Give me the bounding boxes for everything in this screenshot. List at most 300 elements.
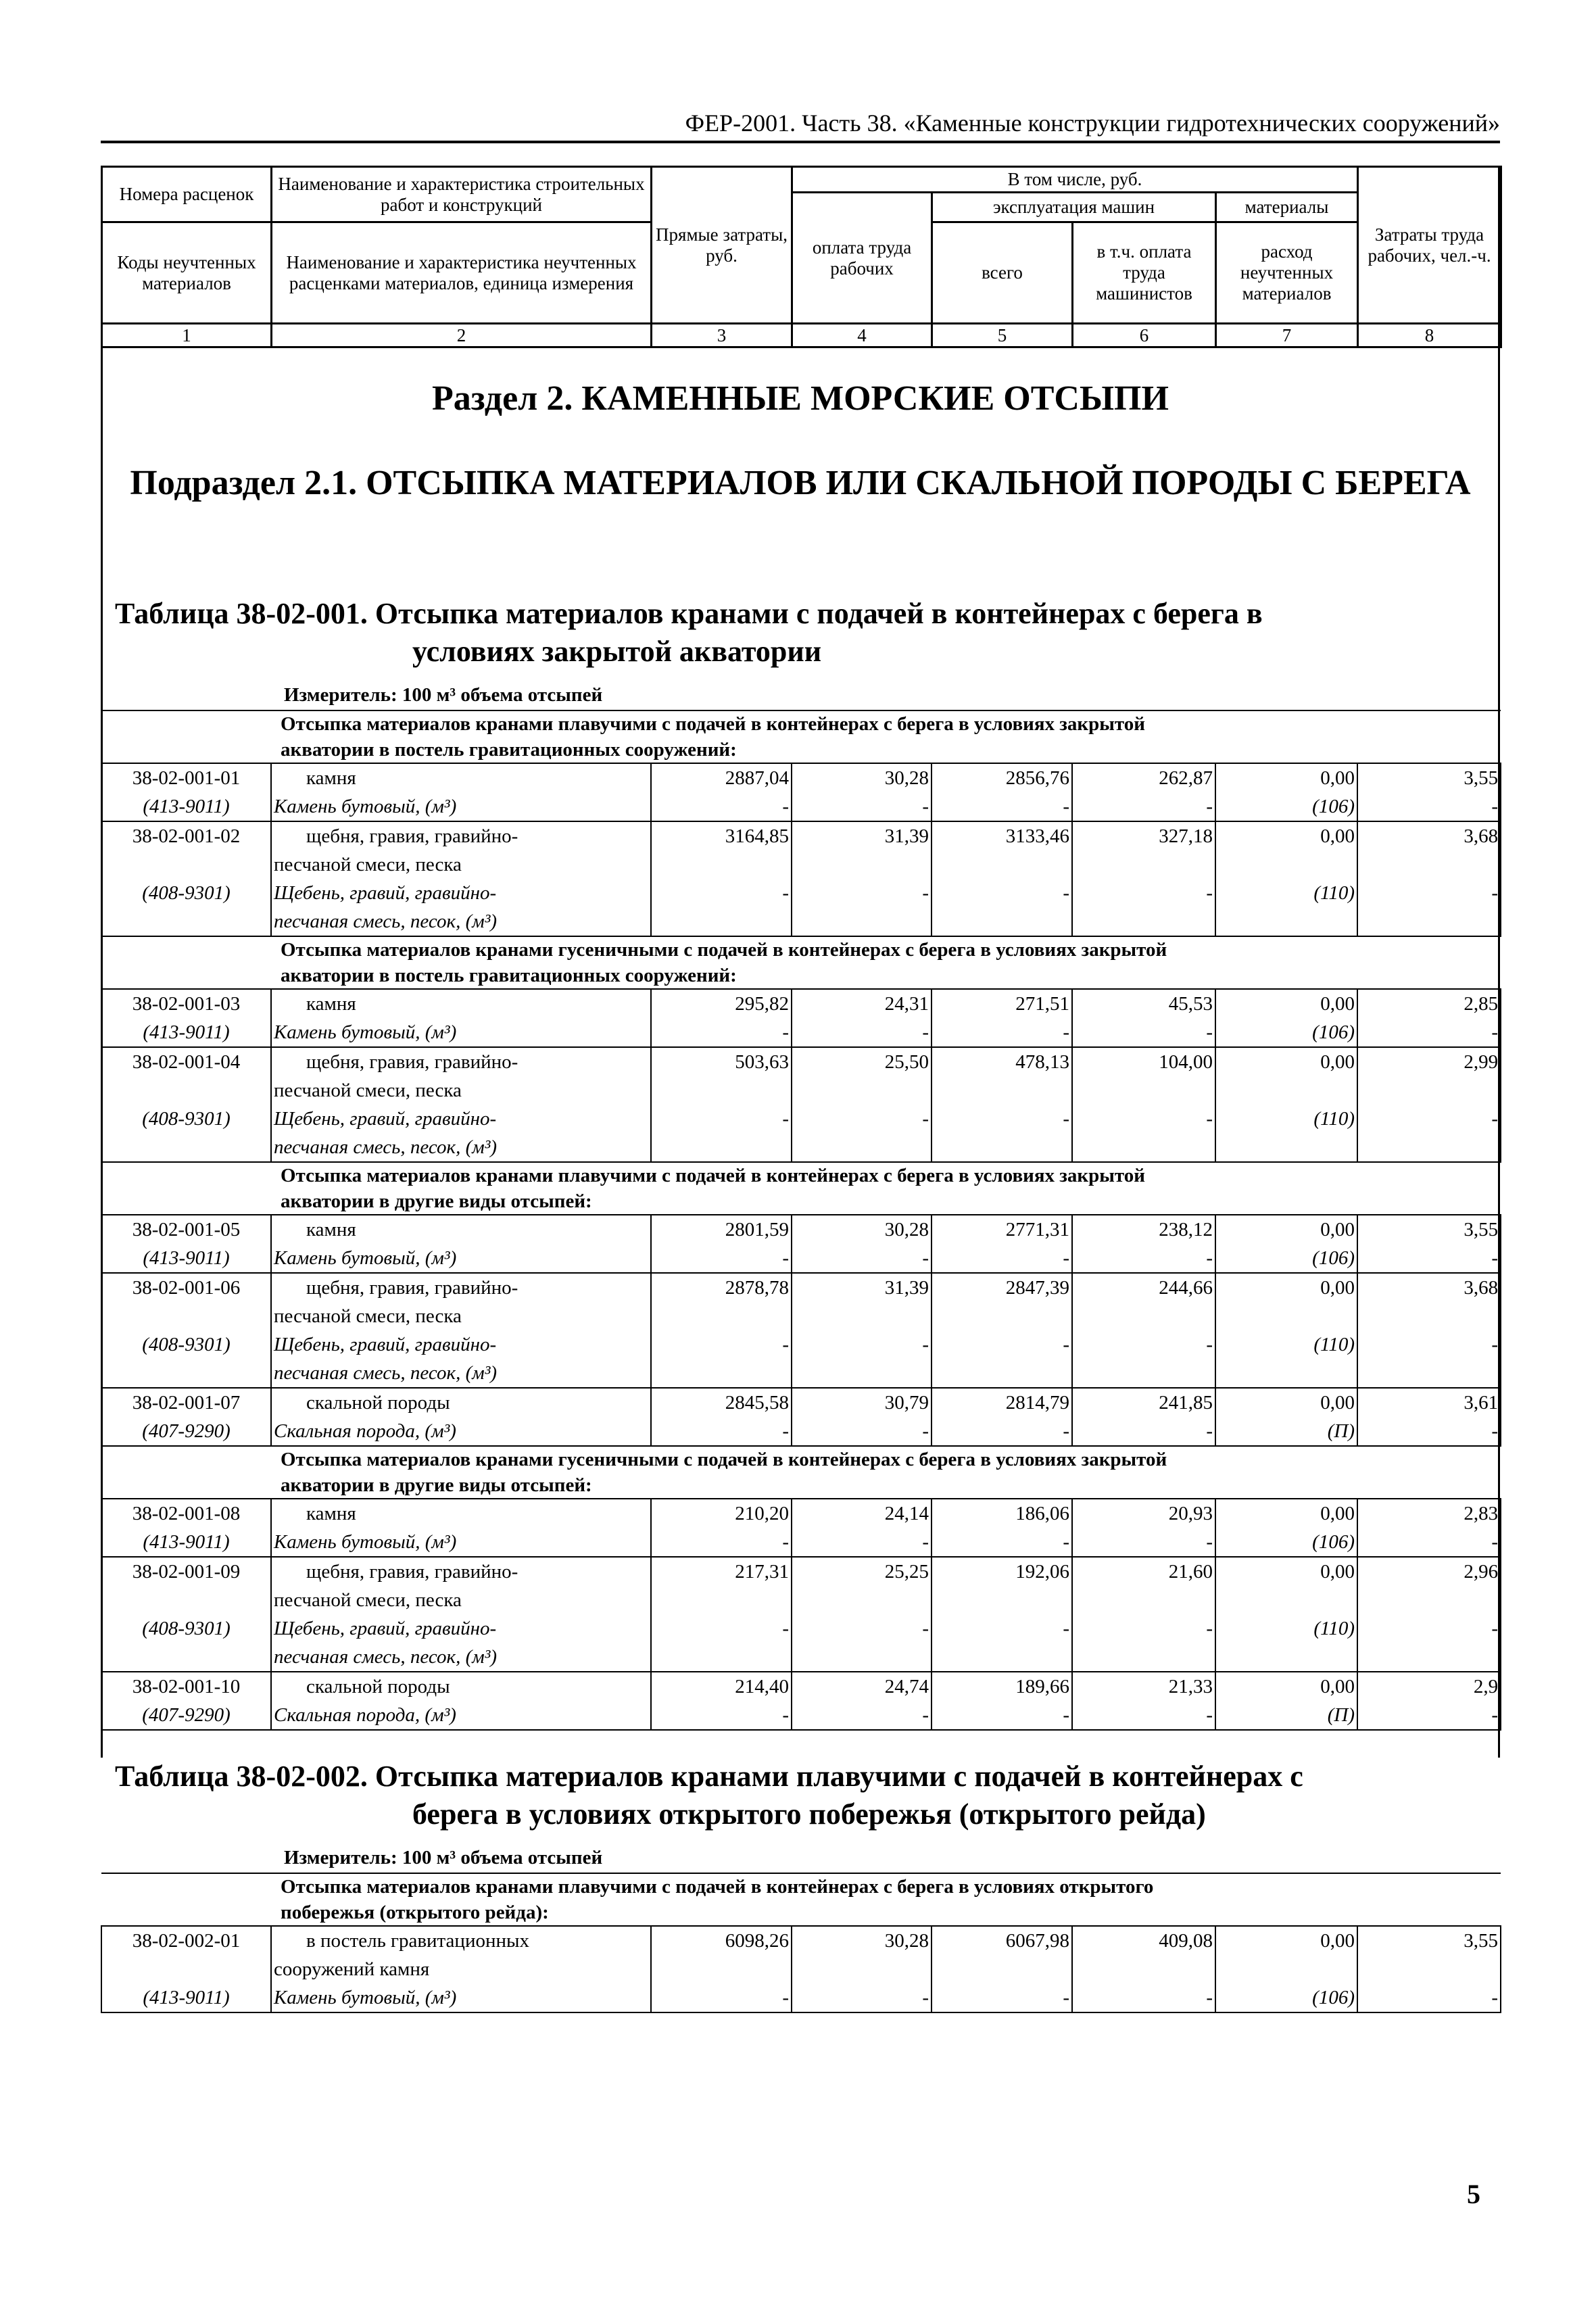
- material-code: (408-9301): [142, 882, 231, 904]
- material-value: -: [1063, 1420, 1069, 1442]
- work-name-line: песчаной смеси, песка: [274, 1080, 462, 1101]
- value: 189,66: [1015, 1676, 1069, 1697]
- value: 30,28: [884, 767, 929, 789]
- rates-table: [101, 1873, 1501, 2013]
- value-cell: [1357, 1499, 1501, 1557]
- blank-line: [794, 850, 929, 879]
- material-name-line: песчаная смесь, песок, (м³): [274, 1136, 498, 1158]
- value-cell: [1215, 821, 1357, 936]
- value-cell: [1072, 1047, 1215, 1162]
- value: 2,96: [1464, 1561, 1499, 1583]
- header-work-name: Наименование и характеристика строительных работ и конструкций: [272, 167, 652, 222]
- header-including: В том числе, руб.: [792, 167, 1358, 193]
- value: 271,51: [1015, 993, 1069, 1015]
- blank-line: [1218, 1133, 1355, 1161]
- value-cell: [1215, 1672, 1357, 1730]
- material-value: -: [922, 1247, 929, 1269]
- blank-line: [654, 907, 789, 936]
- material-value: -: [1491, 1334, 1499, 1355]
- value-cell: [1215, 1215, 1357, 1273]
- material-value: -: [1491, 1021, 1499, 1043]
- work-name-line: песчаной смеси, песка: [274, 1589, 462, 1611]
- col-number: 7: [1216, 324, 1358, 347]
- blank-line: [1218, 907, 1355, 936]
- blank-line: [1218, 1955, 1355, 1983]
- rate-code-cell: [101, 1672, 271, 1730]
- material-code: (413-9011): [143, 796, 230, 817]
- value-cell: [792, 821, 932, 936]
- header-rate-numbers: Номера расценок: [102, 167, 272, 222]
- group-heading-line: Отсыпка материалов кранами плавучими с подачей в контейнерах с берега в условиях закрытой: [281, 713, 1145, 735]
- header-material-codes: Коды неучтенных материалов: [102, 222, 272, 324]
- table-title: [115, 1758, 1494, 1833]
- value-cell: [651, 1557, 792, 1672]
- table-title-line: берега в условиях открытого побережья (открытого рейда): [412, 1798, 1206, 1831]
- value-cell: [932, 1047, 1072, 1162]
- header-material-use: расход неучтенных материалов: [1216, 222, 1358, 324]
- blank-line: [1360, 1643, 1498, 1671]
- name-cell: [271, 821, 651, 936]
- value: 0,00: [1320, 1676, 1355, 1697]
- header-labor-hours: Затраты труда рабочих, чел.-ч.: [1358, 167, 1501, 324]
- material-value: -: [1491, 1108, 1499, 1130]
- blank-line: [794, 1643, 929, 1671]
- value-cell: [1215, 1926, 1357, 2012]
- material-value: -: [922, 1334, 929, 1355]
- value: 2771,31: [1005, 1219, 1069, 1240]
- blank-line: [934, 907, 1069, 936]
- blank-line: [1360, 1076, 1498, 1105]
- value-cell: [651, 1926, 792, 2012]
- value-cell: [792, 1672, 932, 1730]
- blank-line: [1360, 850, 1498, 879]
- material-value: -: [1063, 1334, 1069, 1355]
- material-name-line: Камень бутовый, (м³): [274, 796, 457, 817]
- table-title-line: Таблица 38-02-001. Отсыпка материалов кранами с подачей в контейнерах с берега в: [115, 597, 1263, 630]
- material-code: (407-9290): [142, 1420, 231, 1442]
- material-name-line: Щебень, гравий, гравийно-: [274, 1108, 497, 1130]
- value-cell: [932, 989, 1072, 1047]
- work-name-line: щебня, гравия, гравийно-: [306, 1561, 518, 1583]
- value: 3,68: [1464, 825, 1499, 847]
- group-heading-line: Отсыпка материалов кранами плавучими с подачей в контейнерах с берега в условиях открытого: [281, 1876, 1154, 1898]
- blank-line: [1360, 1586, 1498, 1614]
- value: 217,31: [735, 1561, 789, 1583]
- value-cell: [1215, 989, 1357, 1047]
- group-heading-line: Отсыпка материалов кранами гусеничными с подачей в контейнерах с берега в условиях закрытой: [281, 1449, 1167, 1470]
- value-cell: [932, 763, 1072, 821]
- material-value: -: [1491, 1987, 1499, 2008]
- value-cell: [1215, 763, 1357, 821]
- blank-line: [1075, 1643, 1213, 1671]
- blank-line: [794, 1133, 929, 1161]
- value-cell: [932, 821, 1072, 936]
- value: 2845,58: [725, 1392, 789, 1414]
- work-name-line: щебня, гравия, гравийно-: [306, 825, 518, 847]
- blank-line: [102, 1586, 270, 1614]
- blank-line: [1218, 1643, 1355, 1671]
- rate-code: 38-02-001-05: [132, 1219, 241, 1240]
- blank-line: [1075, 1302, 1213, 1330]
- value: 45,53: [1168, 993, 1213, 1015]
- value: 104,00: [1159, 1051, 1213, 1073]
- value-cell: [932, 1388, 1072, 1446]
- blank-line: [1075, 907, 1213, 936]
- value: 3,55: [1464, 1930, 1499, 1952]
- value: 2,9: [1473, 1676, 1499, 1697]
- rate-code-cell: [101, 1557, 271, 1672]
- value-cell: [651, 1499, 792, 1557]
- rate-code-cell: [101, 989, 271, 1047]
- material-name-line: Камень бутовый, (м³): [274, 1247, 457, 1269]
- material-value: -: [922, 882, 929, 904]
- material-value: (110): [1313, 1334, 1355, 1355]
- material-value: -: [1206, 1247, 1213, 1269]
- measure-unit: Измеритель: 100 м³ объема отсыпей: [284, 1847, 603, 1868]
- material-value: -: [1206, 882, 1213, 904]
- work-name-line: сооружений камня: [274, 1958, 430, 1980]
- blank-line: [1360, 1133, 1498, 1161]
- table-row: [101, 1672, 1501, 1730]
- blank-line: [794, 907, 929, 936]
- value-cell: [651, 1672, 792, 1730]
- rate-code: 38-02-001-06: [132, 1277, 241, 1299]
- material-value: -: [782, 1334, 789, 1355]
- blank-line: [1360, 1302, 1498, 1330]
- value-cell: [651, 1273, 792, 1388]
- material-code: (413-9011): [143, 1021, 230, 1043]
- value-cell: [792, 989, 932, 1047]
- blank-line: [102, 1133, 270, 1161]
- table-title-line: Таблица 38-02-002. Отсыпка материалов кранами плавучими с подачей в контейнерах с: [115, 1760, 1303, 1793]
- blank-line: [654, 1359, 789, 1387]
- blank-line: [1075, 1586, 1213, 1614]
- value-cell: [792, 1499, 932, 1557]
- name-cell: [271, 763, 651, 821]
- value-cell: [651, 763, 792, 821]
- material-value: -: [782, 882, 789, 904]
- value: 478,13: [1015, 1051, 1069, 1073]
- table-row: [101, 1499, 1501, 1557]
- material-value: -: [922, 1987, 929, 2008]
- blank-line: [102, 1643, 270, 1671]
- work-name-line: камня: [306, 1219, 356, 1240]
- value: 3,55: [1464, 1219, 1499, 1240]
- material-name-line: Щебень, гравий, гравийно-: [274, 1334, 497, 1355]
- value: 25,50: [884, 1051, 929, 1073]
- blank-line: [934, 1133, 1069, 1161]
- value-cell: [932, 1215, 1072, 1273]
- material-value: -: [1206, 1108, 1213, 1130]
- group-heading-line: акватории в постель гравитационных сооружений:: [281, 965, 737, 986]
- rate-code-cell: [101, 1388, 271, 1446]
- rate-code-cell: [101, 1215, 271, 1273]
- table-row: [101, 763, 1501, 821]
- value: 3,68: [1464, 1277, 1499, 1299]
- value-cell: [651, 1215, 792, 1273]
- material-value: -: [922, 1618, 929, 1639]
- rate-code: 38-02-001-08: [132, 1503, 241, 1524]
- material-value: -: [1491, 796, 1499, 817]
- material-value: (106): [1312, 1987, 1355, 2008]
- group-heading: [101, 710, 1501, 763]
- material-value: (П): [1327, 1420, 1355, 1442]
- value: 0,00: [1320, 767, 1355, 789]
- value-cell: [1357, 763, 1501, 821]
- material-value: (106): [1312, 796, 1355, 817]
- value: 6098,26: [725, 1930, 789, 1952]
- material-value: -: [1206, 1704, 1213, 1726]
- value-cell: [1357, 1557, 1501, 1672]
- material-value: -: [1063, 1704, 1069, 1726]
- value-cell: [1357, 1273, 1501, 1388]
- material-value: -: [782, 1420, 789, 1442]
- header-machines-total: всего: [932, 222, 1073, 324]
- material-value: -: [782, 1531, 789, 1553]
- section-title: Раздел 2. КАМЕННЫЕ МОРСКИЕ ОТСЫПИ: [432, 379, 1169, 418]
- rate-code: 38-02-001-07: [132, 1392, 241, 1414]
- material-value: -: [1491, 1247, 1499, 1269]
- work-name-line: щебня, гравия, гравийно-: [306, 1277, 518, 1299]
- value-cell: [932, 1926, 1072, 2012]
- group-heading-line: акватории в другие виды отсыпей:: [281, 1190, 592, 1212]
- material-value: -: [922, 1704, 929, 1726]
- table-row: [101, 1557, 1501, 1672]
- blank-line: [934, 1643, 1069, 1671]
- name-cell: [271, 1672, 651, 1730]
- material-value: -: [782, 1021, 789, 1043]
- material-value: -: [922, 1021, 929, 1043]
- value: 21,60: [1168, 1561, 1213, 1583]
- rate-code: 38-02-002-01: [132, 1930, 241, 1952]
- value-cell: [1072, 1499, 1215, 1557]
- material-name-line: Щебень, гравий, гравийно-: [274, 1618, 497, 1639]
- blank-line: [934, 1302, 1069, 1330]
- material-value: -: [1206, 1618, 1213, 1639]
- value-cell: [651, 1388, 792, 1446]
- work-name-line: камня: [306, 1503, 356, 1524]
- value: 2856,76: [1005, 767, 1069, 789]
- value: 31,39: [884, 1277, 929, 1299]
- group-heading-line: Отсыпка материалов кранами плавучими с подачей в контейнерах с берега в условиях закрытой: [281, 1165, 1145, 1186]
- material-value: -: [1491, 1420, 1499, 1442]
- table-title: [115, 595, 1494, 671]
- material-code: (413-9011): [143, 1247, 230, 1269]
- material-value: -: [1063, 1618, 1069, 1639]
- value: 262,87: [1159, 767, 1213, 789]
- value-cell: [1072, 989, 1215, 1047]
- value: 210,20: [735, 1503, 789, 1524]
- work-name-line: скальной породы: [306, 1392, 450, 1414]
- value: 2887,04: [725, 767, 789, 789]
- material-value: -: [1491, 882, 1499, 904]
- material-name-line: Камень бутовый, (м³): [274, 1531, 457, 1553]
- value-cell: [792, 1215, 932, 1273]
- material-code: (408-9301): [142, 1334, 231, 1355]
- table-row: [101, 821, 1501, 936]
- value: 244,66: [1159, 1277, 1213, 1299]
- value-cell: [1357, 1926, 1501, 2012]
- blank-line: [654, 1133, 789, 1161]
- blank-line: [1218, 1302, 1355, 1330]
- group-heading-line: акватории в постель гравитационных сооружений:: [281, 739, 737, 761]
- value-cell: [792, 1926, 932, 2012]
- blank-line: [1218, 1586, 1355, 1614]
- col-number: 2: [272, 324, 652, 347]
- material-value: -: [1063, 882, 1069, 904]
- value-cell: [1215, 1557, 1357, 1672]
- value-cell: [1072, 763, 1215, 821]
- material-value: -: [1206, 1334, 1213, 1355]
- work-name-line: песчаной смеси, песка: [274, 1305, 462, 1327]
- name-cell: [271, 1388, 651, 1446]
- work-name-line: камня: [306, 993, 356, 1015]
- value-cell: [1357, 1047, 1501, 1162]
- name-cell: [271, 1926, 651, 2012]
- blank-line: [1218, 1359, 1355, 1387]
- blank-line: [1360, 1955, 1498, 1983]
- value: 409,08: [1159, 1930, 1213, 1952]
- group-heading-line: Отсыпка материалов кранами гусеничными с подачей в контейнерах с берега в условиях закрытой: [281, 939, 1167, 961]
- header-material-name: Наименование и характеристика неучтенных расценками материалов, единица измерения: [272, 222, 652, 324]
- material-code: (408-9301): [142, 1618, 231, 1639]
- value-cell: [1215, 1047, 1357, 1162]
- value-cell: [1072, 821, 1215, 936]
- blank-line: [934, 1586, 1069, 1614]
- header-worker-pay: оплата труда рабочих: [792, 193, 932, 324]
- material-code: (407-9290): [142, 1704, 231, 1726]
- value-cell: [792, 763, 932, 821]
- value: 0,00: [1320, 1277, 1355, 1299]
- measure-unit: Измеритель: 100 м³ объема отсыпей: [284, 684, 603, 706]
- material-value: -: [922, 1108, 929, 1130]
- blank-line: [934, 1359, 1069, 1387]
- name-cell: [271, 1273, 651, 1388]
- material-code: (413-9011): [143, 1531, 230, 1553]
- material-name-line: Камень бутовый, (м³): [274, 1987, 457, 2008]
- blank-line: [654, 1643, 789, 1671]
- material-value: (106): [1312, 1531, 1355, 1553]
- material-value: -: [1063, 1247, 1069, 1269]
- blank-line: [102, 1359, 270, 1387]
- value-cell: [1357, 1672, 1501, 1730]
- rate-code: 38-02-001-10: [132, 1676, 241, 1697]
- group-heading: [101, 1446, 1501, 1499]
- material-name-line: песчаная смесь, песок, (м³): [274, 1646, 498, 1668]
- header-materials: материалы: [1216, 193, 1358, 222]
- group-heading: [101, 1162, 1501, 1215]
- value: 3164,85: [725, 825, 789, 847]
- value: 0,00: [1320, 1561, 1355, 1583]
- value: 2878,78: [725, 1277, 789, 1299]
- blank-line: [654, 1955, 789, 1983]
- value: 3133,46: [1005, 825, 1069, 847]
- value-cell: [1215, 1388, 1357, 1446]
- col-number: 6: [1073, 324, 1216, 347]
- value: 503,63: [735, 1051, 789, 1073]
- rate-code: 38-02-001-02: [132, 825, 241, 847]
- value: 186,06: [1015, 1503, 1069, 1524]
- value-cell: [932, 1273, 1072, 1388]
- name-cell: [271, 1215, 651, 1273]
- value: 2847,39: [1005, 1277, 1069, 1299]
- group-heading-row: [101, 1162, 1501, 1215]
- value-cell: [1215, 1273, 1357, 1388]
- material-value: -: [782, 796, 789, 817]
- material-value: (110): [1313, 1618, 1355, 1639]
- value: 25,25: [884, 1561, 929, 1583]
- table-title-line: условиях закрытой акватории: [412, 635, 822, 668]
- value-cell: [1357, 821, 1501, 936]
- value-cell: [651, 989, 792, 1047]
- header-operator-pay: в т.ч. оплата труда машинистов: [1073, 222, 1216, 324]
- value-cell: [1072, 1215, 1215, 1273]
- group-heading-line: побережья (открытого рейда):: [281, 1902, 549, 1923]
- material-value: -: [922, 1420, 929, 1442]
- value: 0,00: [1320, 1051, 1355, 1073]
- value-cell: [792, 1047, 932, 1162]
- material-value: (110): [1313, 1108, 1355, 1130]
- value: 30,79: [884, 1392, 929, 1414]
- material-value: -: [1206, 1987, 1213, 2008]
- blank-line: [934, 1955, 1069, 1983]
- value: 241,85: [1159, 1392, 1213, 1414]
- blank-line: [1218, 1076, 1355, 1105]
- work-name-line: щебня, гравия, гравийно-: [306, 1051, 518, 1073]
- col-number: 4: [792, 324, 932, 347]
- group-heading-row: [101, 1446, 1501, 1499]
- blank-line: [102, 850, 270, 879]
- value-cell: [792, 1388, 932, 1446]
- value-cell: [1072, 1388, 1215, 1446]
- rates-table: [101, 710, 1501, 1731]
- group-heading-row: [101, 1873, 1501, 1926]
- value: 2814,79: [1005, 1392, 1069, 1414]
- material-value: -: [1063, 796, 1069, 817]
- blank-line: [1075, 850, 1213, 879]
- blank-line: [102, 1076, 270, 1105]
- blank-line: [794, 1955, 929, 1983]
- header-direct-costs: Прямые затраты, руб.: [652, 167, 792, 324]
- name-cell: [271, 1499, 651, 1557]
- group-heading-row: [101, 710, 1501, 763]
- value: 21,33: [1168, 1676, 1213, 1697]
- blank-line: [934, 850, 1069, 879]
- col-number: 3: [652, 324, 792, 347]
- value: 0,00: [1320, 1503, 1355, 1524]
- value-cell: [1357, 1215, 1501, 1273]
- blank-line: [654, 850, 789, 879]
- value-cell: [792, 1557, 932, 1672]
- table-row: [101, 1047, 1501, 1162]
- material-value: -: [1491, 1704, 1499, 1726]
- table-row: [101, 1215, 1501, 1273]
- blank-line: [794, 1359, 929, 1387]
- header-machines: эксплуатация машин: [932, 193, 1216, 222]
- group-heading: [101, 936, 1501, 989]
- name-cell: [271, 989, 651, 1047]
- table-row: [101, 1926, 1501, 2012]
- material-value: (П): [1327, 1704, 1355, 1726]
- value: 6067,98: [1005, 1930, 1069, 1952]
- material-value: -: [1491, 1618, 1499, 1639]
- material-value: -: [1063, 1021, 1069, 1043]
- value: 2,85: [1464, 993, 1499, 1015]
- value: 2801,59: [725, 1219, 789, 1240]
- blank-line: [654, 1302, 789, 1330]
- blank-line: [654, 1586, 789, 1614]
- rate-code-cell: [101, 763, 271, 821]
